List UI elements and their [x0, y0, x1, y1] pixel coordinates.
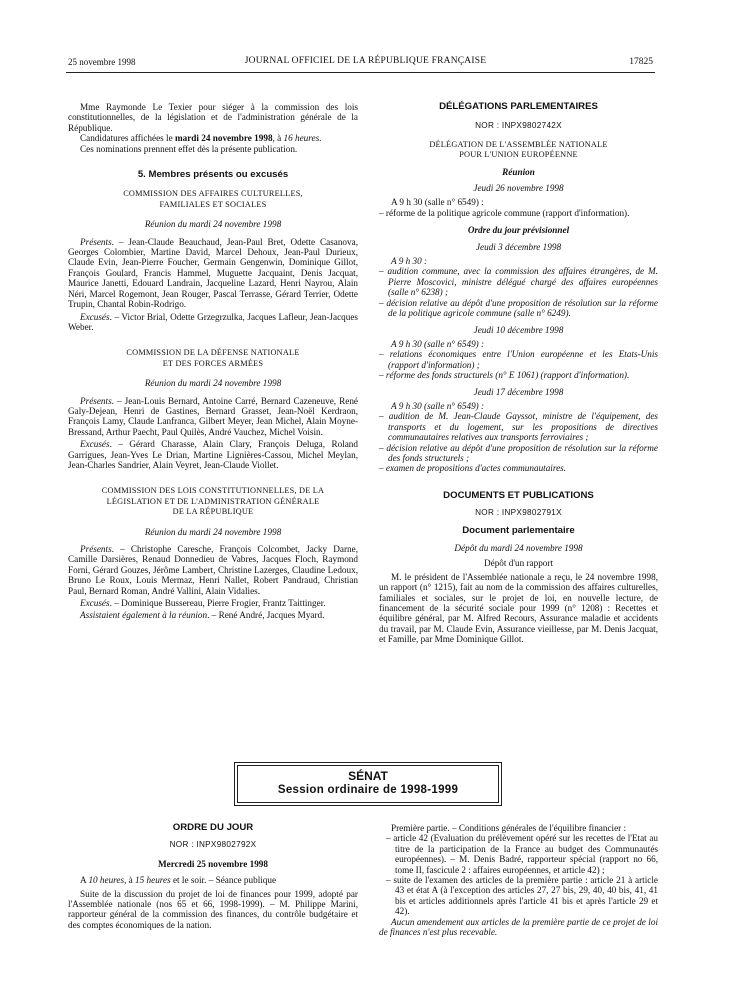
- seance-time: A 10 heures, à 15 heures et le soir. – Séance publique: [80, 875, 277, 886]
- page-number: 17825: [629, 57, 653, 67]
- commission-3-attending: Assistaient également à la réunion. – René André, Jacques Myard.: [80, 610, 325, 621]
- depot-subtitle: Dépôt d'un rapport: [483, 558, 553, 569]
- amendment-note: Aucun amendement aux articles de la première partie de ce projet de loi de finances n'est plus recevable.: [379, 916, 658, 938]
- commission-1-meeting: Réunion du mardi 24 novembre 1998: [144, 219, 282, 230]
- commission-3-meeting: Réunion du mardi 24 novembre 1998: [144, 526, 282, 537]
- commission-2-title-line1: COMMISSION DE LA DÉFENSE NATIONALE: [126, 348, 300, 358]
- meeting-date-1: Jeudi 26 novembre 1998: [473, 183, 564, 194]
- ordre-du-jour-nor: NOR : INPX9802792X: [169, 840, 257, 850]
- depot-text: M. le président de l'Assemblée nationale a reçu, le 24 novembre 1998, un rapport (n° 1215), fait au nom de la commission des affaires culturelles, familiales et sociales, sur le projet de loi, en nouvelle lecture, de financement de la sécurité sociale pour 1999 (n° 1208) : Recettes et équilibre général, par M. Alfred Recours, Assurance maladie et accidents du travail, par M. Claude Evin, Assurance vieillesse, par M. Denis Jacquat, et Famille, par Mme Dominique Gillot.: [379, 571, 658, 645]
- meeting-2-time: A 9 h 30 :: [391, 256, 428, 267]
- delegation-subtitle-line2: POUR L'UNION EUROPÉENNE: [459, 150, 578, 160]
- delegations-nor: NOR : INPX9802742X: [475, 121, 562, 131]
- meeting-date-2: Jeudi 3 décembre 1998: [475, 241, 562, 252]
- meeting-date-4: Jeudi 17 décembre 1998: [473, 386, 564, 397]
- documents-nor: NOR : INPX9802791X: [475, 508, 562, 518]
- commission-3-title-line3: DE LA RÉPUBLIQUE: [172, 507, 254, 517]
- intro-paragraph: Mme Raymonde Le Texier pour siéger à la commission des lois constitutionnelles, de la législation et de l'administration générale de la République.: [68, 102, 358, 133]
- page-header: [0, 0, 731, 90]
- senat-session: Session ordinaire de 1998-1999: [277, 784, 459, 796]
- meeting-4-item-3: – examen de propositions d'actes communautaires.: [379, 463, 567, 474]
- agenda-item-2: – suite de l'examen des articles de la première partie : article 21 à article 43 et état A (à l'exception des articles 27, 27 bis, 29, 40, 40 bis, 41, 41 bis et articles additionnels après l'article 41 bis et après l'article 29 et 42).: [386, 875, 658, 917]
- header-rule: [66, 72, 655, 73]
- left-column: [68, 102, 358, 621]
- meeting-4-item-2: – décision relative au dépôt d'une proposition de résolution sur la réforme des fonds structurels ;: [379, 442, 658, 463]
- commission-2-title-line2: ET DES FORCES ARMÉES: [162, 358, 264, 368]
- delegations-title: DÉLÉGATIONS PARLEMENTAIRES: [439, 101, 598, 112]
- commission-1-title-line2: FAMILIALES ET SOCIALES: [159, 199, 267, 209]
- commission-2-meeting: Réunion du mardi 24 novembre 1998: [144, 378, 282, 389]
- seance-text: Suite de la discussion du projet de loi de finances pour 1999, adopté par l'Assemblée nationale (nos 65 et 66, 1998-1999). – M. Philippe Marini, rapporteur général de la commission des finances, du contrôle budgétaire et des comptes économiques de la nation.: [68, 888, 358, 930]
- meeting-date-3: Jeudi 10 décembre 1998: [473, 324, 564, 335]
- commission-1-title-line1: COMMISSION DES AFFAIRES CULTURELLES,: [123, 189, 303, 199]
- bottom-right-column: [379, 823, 658, 937]
- section-title: 5. Membres présents ou excusés: [137, 169, 289, 181]
- meeting-1-time: A 9 h 30 (salle n° 6549) :: [391, 197, 484, 208]
- commission-3-title-line2: LÉGISLATION ET DE L'ADMINISTRATION GÉNÉRALE: [106, 496, 320, 506]
- premiere-partie: Première partie. – Conditions générales de l'équilibre financier :: [391, 823, 627, 833]
- ordre-previsionnel-heading: Ordre du jour prévisionnel: [467, 225, 570, 236]
- journal-title: JOURNAL OFFICIEL DE LA RÉPUBLIQUE FRANÇAISE: [244, 56, 487, 66]
- ordre-du-jour-title: ORDRE DU JOUR: [172, 822, 254, 833]
- agenda-item-1: – article 42 (Evaluation du prélèvement opéré sur les recettes de l'Etat au titre de la participation de la France au budget des Communautés européennes). – M. Denis Badré, rapporteur spécial (rapport no 66, tome II, fascicule 2 : affaires européennes, et article 42) ;: [386, 833, 658, 875]
- senat-box: [234, 762, 502, 806]
- meeting-4-item-1: – audition de M. Jean-Claude Gayssot, ministre de l'équipement, des transports et du logement, sur les propositions de directives communautaires relatives aux transports ferroviaires ;: [379, 411, 658, 443]
- effect-paragraph: Ces nominations prennent effet dès la présente publication.: [80, 143, 298, 154]
- commission-1-present: Présents. – Jean-Claude Beauchaud, Jean-Paul Bret, Odette Casanova, Georges Colombier, Martine David, Marcel Dehoux, Jean-Paul Durieux, Claude Evin, Jean-Pierre Foucher, Germain Gengenwin, Dominique Gillot, François Goulard, Francis Hammel, Muguette Jacquaint, Denis Jacquat, Maurice Janetti, Edouard Landrain, Jacqueline Lazard, Henri Nayrou, Alain Néri, Marcel Rogemont, Jean Rouger, Pascal Terrasse, Gérard Terrier, Odette Trupin, Chantal Robin-Rodrigo.: [68, 236, 358, 310]
- document-parlementaire-heading: Document parlementaire: [462, 524, 575, 536]
- seance-date: Mercredi 25 novembre 1998: [158, 858, 268, 869]
- reunion-heading: Réunion: [502, 166, 535, 177]
- meeting-1-item: – réforme de la politique agricole commune (rapport d'information).: [379, 207, 630, 218]
- candidatures-paragraph: Candidatures affichées le mardi 24 novembre 1998, à 16 heures.: [80, 133, 322, 144]
- depot-date: Dépôt du mardi 24 novembre 1998: [454, 543, 583, 553]
- meeting-3-time: A 9 h 30 (salle n° 6549) :: [391, 338, 485, 349]
- meeting-2-item-1: – audition commune, avec la commission des affaires étrangères, de M. Pierre Moscovici, ministre délégué chargé des affaires européennes (salle n° 6238) ;: [379, 266, 658, 298]
- meeting-3-item-2: – réforme des fonds structurels (n° E 1061) (rapport d'information).: [379, 370, 630, 381]
- commission-2-present: Présents. – Jean-Louis Bernard, Antoine Carré, Bernard Cazeneuve, René Galy-Dejean, Henri de Gastines, Bernard Grasset, Jean-Noël Kerdraon, François Lamy, Claude Lanfranca, Gilbert Meyer, Jean Michel, Alain Moyne-Bressand, Arthur Paecht, Paul Quilès, André Vauchez, Michel Voisin.: [68, 395, 358, 437]
- header-date: 25 novembre 1998: [68, 57, 136, 67]
- documents-title: DOCUMENTS ET PUBLICATIONS: [443, 489, 594, 501]
- meeting-4-time: A 9 h 30 (salle n° 6549) :: [391, 400, 485, 411]
- bottom-left-column: [68, 823, 358, 930]
- senat-title: SÉNAT: [348, 769, 388, 783]
- commission-3-present: Présents. – Christophe Caresche, François Colcombet, Jacky Darne, Camille Darsières, Renaud Donnedieu de Vabres, Jacques Floch, Raymond Forni, Gérard Gouzes, Jérôme Lambert, Christine Lazerges, Claudine Ledoux, Bruno Le Roux, Louis Mermaz, Henri Nallet, Robert Pandraud, Christian Paul, Bernard Roman, André Vallini, Alain Vidalies.: [68, 544, 358, 596]
- right-column: [379, 102, 658, 645]
- delegation-subtitle-line1: DÉLÉGATION DE L'ASSEMBLÉE NATIONALE: [429, 139, 608, 149]
- commission-1-excused: Excusés. – Victor Brial, Odette Grzegrzulka, Jacques Lafleur, Jean-Jacques Weber.: [68, 311, 358, 332]
- meeting-3-item-1: – relations économiques entre l'Union européenne et les Etats-Unis (rapport d'information) ;: [379, 349, 658, 370]
- commission-2-excused: Excusés. – Gérard Charasse, Alain Clary, François Deluga, Roland Garrigues, Jean-Yves Le Drian, Martine Lignières-Cassou, Michel Meylan, Jean-Charles Sandrier, Alain Veyret, Jean-Claude Viollet.: [68, 439, 358, 470]
- commission-3-excused: Excusés. – Dominique Bussereau, Pierre Frogier, Frantz Taittinger.: [80, 598, 326, 609]
- meeting-2-item-2: – décision relative au dépôt d'une proposition de résolution sur la réforme de la politique agricole commune (salle n° 6249).: [379, 297, 658, 319]
- commission-3-title-line1: COMMISSION DES LOIS CONSTITUTIONNELLES, DE LA: [101, 486, 325, 496]
